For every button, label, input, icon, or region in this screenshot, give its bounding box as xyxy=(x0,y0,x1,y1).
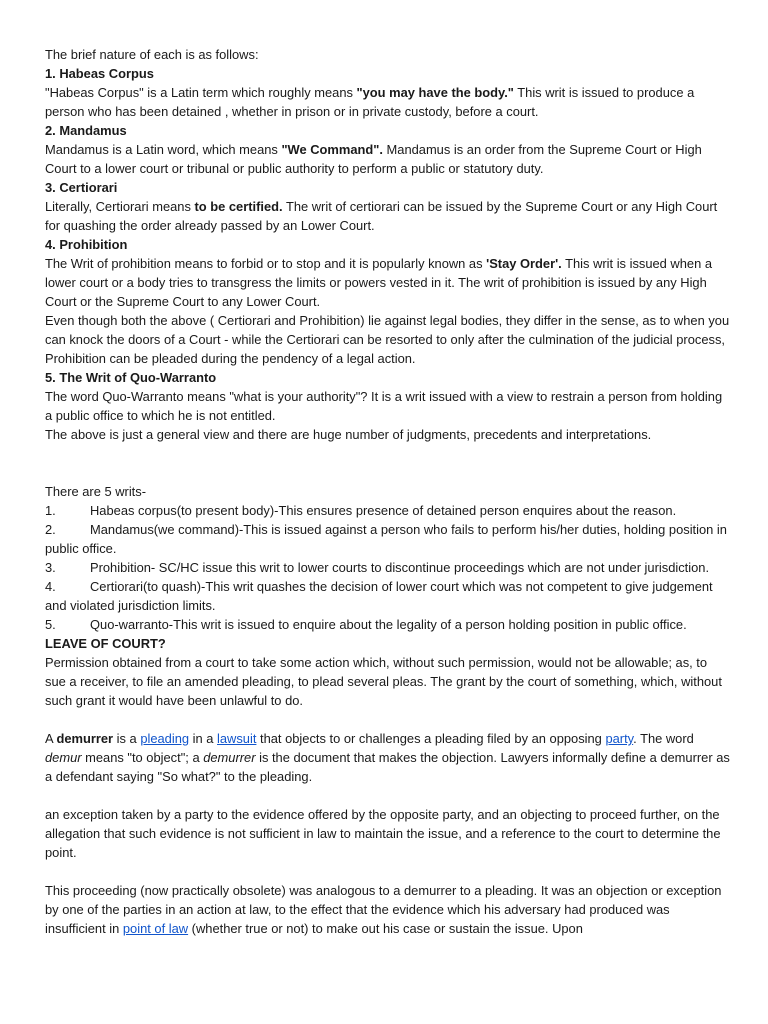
list-text: Habeas corpus(to present body)-This ensures presence of detained person enquires about the reason. xyxy=(90,503,677,518)
link-lawsuit[interactable]: lawsuit xyxy=(217,731,257,746)
text: Literally, Certiorari means xyxy=(45,199,195,214)
list-number: 2. xyxy=(45,522,56,537)
text: "Habeas Corpus" is a Latin term which roughly means xyxy=(45,85,357,100)
quo-warranto-paragraph: The word Quo-Warranto means "what is your authority"? It is a writ issued with a view to restrain a person from holding a public office to which he is not entitled. xyxy=(45,389,723,423)
list-item xyxy=(45,615,730,634)
text: The Writ of prohibition means to forbid or to stop and it is popularly known as xyxy=(45,256,487,271)
heading-habeas-corpus: 1. Habeas Corpus xyxy=(45,66,154,81)
demurrer-paragraph xyxy=(45,729,730,786)
text: Mandamus is a Latin word, which means xyxy=(45,142,282,157)
spacer xyxy=(45,862,730,881)
link-party[interactable]: party xyxy=(605,731,634,746)
spacer xyxy=(45,444,730,482)
text: Mandamus is an order from the Supreme Court or High Court to a lower court or tribunal or public authority to perform a public or statutory duty. xyxy=(45,142,702,176)
heading-certiorari: 3. Certiorari xyxy=(45,180,118,195)
leave-of-court-paragraph: Permission obtained from a court to take some action which, without such permission, would not be allowable; as, to sue a receiver, to file an amended pleading, to plead several pleas. The grant by the court of something, which, without such grant it would have been unlawful to do. xyxy=(45,655,722,708)
bold-phrase: "you may have the body." xyxy=(356,85,514,100)
text: is a xyxy=(113,731,141,746)
text: The writ of certiorari can be issued by the Supreme Court or any High Court for quashing the order already passed by an Lower Court. xyxy=(45,199,718,233)
list-number: 1. xyxy=(45,503,56,518)
exception-paragraph: an exception taken by a party to the evidence offered by the opposite party, and an objecting to proceed further, on the allegation that such evidence is not sufficient in law to maintain the issue, and a reference to the court to determine the point. xyxy=(45,807,721,860)
certiorari-paragraph xyxy=(45,197,730,235)
bold-phrase: "We Command". xyxy=(281,142,383,157)
text: This proceeding (now practically obsolete) was analogous to a demurrer to a pleading. It was an objection or exception by one of the parties in an action at law, to the effect that the evidence which his adversary had produced was insufficient in xyxy=(45,883,722,936)
list-item xyxy=(45,501,730,520)
bold-phrase: 'Stay Order'. xyxy=(486,256,562,271)
list-number: 4. xyxy=(45,579,56,594)
list-text: Prohibition- SC/HC issue this writ to lower courts to discontinue proceedings which are not under jurisdiction. xyxy=(90,560,710,575)
text: that objects to or challenges a pleading filed by an opposing xyxy=(256,731,606,746)
text: A xyxy=(45,731,57,746)
document-page xyxy=(45,45,730,938)
spacer xyxy=(45,710,730,729)
list-text: Quo-warranto-This writ is issued to enquire about the legality of a person holding position in public office. xyxy=(90,617,687,632)
list-item xyxy=(45,520,730,558)
prohibition-paragraph xyxy=(45,254,730,311)
bold-phrase: to be certified. xyxy=(194,199,283,214)
closing-remark: The above is just a general view and there are huge number of judgments, precedents and interpretations. xyxy=(45,427,652,442)
spacer xyxy=(45,786,730,805)
list-text: Certiorari(to quash)-This writ quashes the decision of lower court which was not competent to give judgement and violated jurisdiction limits. xyxy=(45,579,713,613)
text: in a xyxy=(189,731,218,746)
link-point-of-law[interactable]: point of law xyxy=(122,921,189,936)
heading-prohibition: 4. Prohibition xyxy=(45,237,128,252)
text: . The word xyxy=(633,731,694,746)
list-item xyxy=(45,577,730,615)
link-pleading[interactable]: pleading xyxy=(140,731,190,746)
list-number: 5. xyxy=(45,617,56,632)
text: means "to object"; a xyxy=(81,750,204,765)
list-text: Mandamus(we command)-This is issued against a person who fails to perform his/her duties, holding position in public office. xyxy=(45,522,727,556)
italic-term: demurrer xyxy=(203,750,256,765)
intro-text: The brief nature of each is as follows: xyxy=(45,47,259,62)
proceeding-paragraph xyxy=(45,881,730,938)
writs-intro: There are 5 writs- xyxy=(45,484,147,499)
list-item xyxy=(45,558,730,577)
text: (whether true or not) to make out his case or sustain the issue. Upon xyxy=(188,921,583,936)
heading-mandamus: 2. Mandamus xyxy=(45,123,127,138)
mandamus-paragraph xyxy=(45,140,730,178)
italic-term: demur xyxy=(45,750,82,765)
heading-leave-of-court: LEAVE OF COURT? xyxy=(45,636,166,651)
habeas-corpus-paragraph xyxy=(45,83,730,121)
list-number: 3. xyxy=(45,560,56,575)
text: is the document that makes the objection. Lawyers informally define a demurrer as a defendant saying "So what?" to the pleading. xyxy=(45,750,730,784)
text: This writ is issued when a lower court or a body tries to transgress the limits or powers vested in it. The writ of prohibition is issued by any High Court or the Supreme Court to any Lower Court. xyxy=(45,256,712,309)
text: This writ is issued to produce a person who has been detained , whether in prison or in private custody, before a court. xyxy=(45,85,695,119)
heading-quo-warranto: 5. The Writ of Quo-Warranto xyxy=(45,370,217,385)
prohibition-comparison-paragraph: Even though both the above ( Certiorari and Prohibition) lie against legal bodies, they differ in the sense, as to when you can knock the doors of a Court - while the Certiorari can be resorted to only after the culmination of the judicial process, Prohibition can be pleaded during the pendency of a legal action. xyxy=(45,313,730,366)
bold-term: demurrer xyxy=(56,731,114,746)
